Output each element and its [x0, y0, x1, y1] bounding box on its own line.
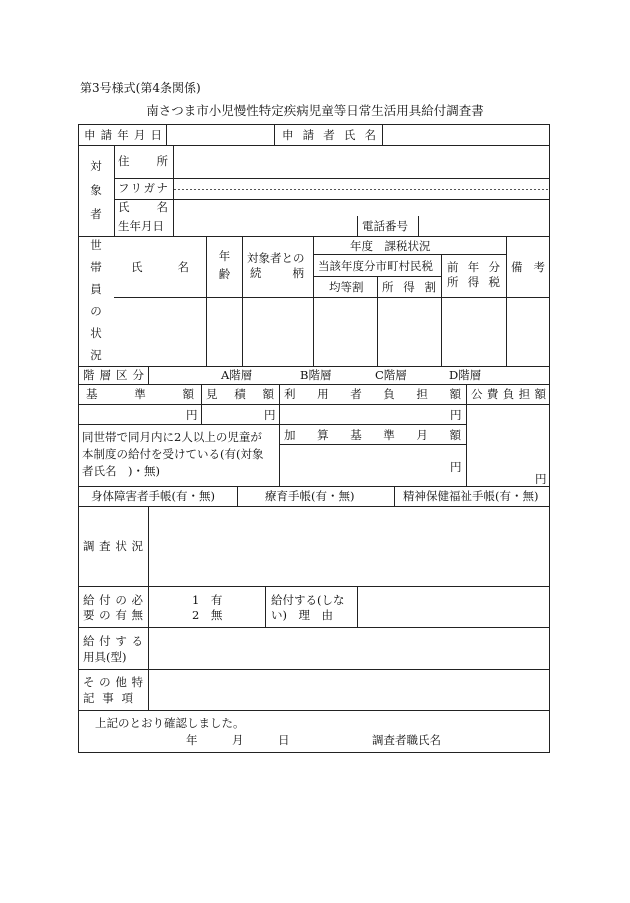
monthly-addition-yen: 円: [450, 460, 462, 474]
disability-handbook[interactable]: 身体障害者手帳(有・無): [91, 489, 215, 503]
phone-input[interactable]: [419, 217, 549, 236]
standard-amount-label: 基準額: [86, 387, 194, 401]
household-label-char-4: の: [90, 304, 102, 318]
relation-col-line1: 対象者との: [247, 251, 305, 265]
relation-col-line2: 続柄: [250, 266, 304, 280]
birthdate-input[interactable]: [174, 217, 357, 236]
monthly-addition-label: 加算基準月額: [284, 428, 461, 442]
household-label-char-2: 帯: [90, 260, 102, 274]
remarks-col: 備考: [511, 260, 545, 274]
per-capita-header: 均等割: [329, 280, 364, 294]
survey-status-input[interactable]: [149, 507, 549, 586]
subject-name-label: 氏名: [118, 200, 168, 214]
household-name-input[interactable]: [115, 298, 206, 366]
monthly-addition-input[interactable]: [280, 445, 448, 486]
equipment-label-line2: 用具(型): [83, 650, 127, 664]
public-burden-input[interactable]: [467, 405, 549, 467]
public-burden-label: 公費負担額: [471, 387, 546, 401]
subject-label-char-2: 象: [90, 183, 102, 197]
subject-group-label: [78, 158, 114, 222]
estimate-amount-yen: 円: [264, 408, 276, 422]
user-burden-label: 利用者負担額: [284, 387, 461, 401]
household-label-char-6: 況: [90, 348, 102, 362]
tier-label: 階層区分: [83, 368, 144, 382]
prev-income-tax-input[interactable]: [442, 298, 506, 366]
household-label-char-5: 状: [90, 326, 102, 340]
household-name-col: 氏名: [131, 260, 189, 274]
income-levy-header: 所得割: [382, 280, 436, 294]
subject-name-input[interactable]: [174, 190, 549, 216]
investigator-name-input[interactable]: [442, 730, 546, 748]
phone-label: 電話番号: [362, 219, 408, 233]
sibling-note-line3: 者氏名 )・無): [82, 464, 160, 478]
reason-label-line2: い) 理 由: [271, 608, 333, 622]
confirmation-month: 月: [232, 733, 244, 747]
household-label-char-1: 世: [90, 238, 102, 252]
public-burden-yen: 円: [535, 472, 547, 486]
tier-option-b[interactable]: B階層: [300, 368, 332, 382]
confirmation-statement: 上記のとおり確認しました。: [95, 716, 245, 730]
user-burden-yen: 円: [450, 408, 462, 422]
address-label: 住所: [118, 154, 168, 168]
household-relation-input[interactable]: [243, 298, 313, 366]
furigana-label: フリガナ: [118, 181, 168, 195]
reason-input[interactable]: [358, 587, 549, 627]
tier-option-d[interactable]: D階層: [449, 368, 482, 382]
household-label-char-3: 員: [90, 282, 102, 296]
tier-option-a[interactable]: A階層: [221, 368, 253, 382]
remarks-input[interactable]: [507, 298, 549, 366]
other-notes-label-line1: その他特: [83, 675, 143, 689]
survey-form-table: [78, 124, 550, 753]
municipal-tax-header: 当該年度分市町村民税: [318, 259, 433, 273]
tier-option-c[interactable]: C階層: [375, 368, 407, 382]
other-notes-label-line2: 記事項: [83, 691, 133, 705]
reason-label-line1: 給付する(しな: [271, 593, 345, 607]
standard-amount-yen: 円: [186, 408, 198, 422]
income-levy-input[interactable]: [378, 298, 441, 366]
form-number: 第3号様式(第4条関係): [80, 81, 201, 95]
applicant-name-label: 申請者氏名: [282, 128, 376, 142]
estimate-amount-input[interactable]: [202, 405, 263, 424]
equipment-input[interactable]: [149, 628, 549, 669]
confirmation-year: 年: [186, 733, 198, 747]
application-date-label: 申請年月日: [84, 128, 162, 142]
other-notes-input[interactable]: [149, 670, 549, 710]
applicant-name-input[interactable]: [383, 125, 549, 145]
age-col-char-2: 齢: [218, 267, 231, 281]
age-col-char-1: 年: [218, 249, 231, 263]
necessity-label-line1: 給付の必: [83, 593, 143, 607]
per-capita-input[interactable]: [314, 298, 377, 366]
household-age-col: [207, 248, 242, 282]
prev-income-tax-line2: 所得税: [447, 275, 500, 289]
household-group-label: [78, 237, 114, 363]
necessity-option-yes[interactable]: 1 有: [192, 593, 223, 607]
sibling-note-line1: 同世帯で同月内に2人以上の児童が: [82, 430, 262, 444]
form-title: 南さつま市小児慢性特定疾病児童等日常生活用具給付調査書: [146, 103, 484, 118]
estimate-amount-label: 見積額: [206, 387, 274, 401]
mental-health-handbook[interactable]: 精神保健福祉手帳(有・無): [403, 489, 539, 503]
survey-status-label: 調査状況: [83, 539, 143, 553]
necessity-label-line2: 要の有無: [83, 608, 143, 622]
tax-status-header: 年度 課税状況: [350, 239, 431, 253]
sibling-note-line2: 本制度の給付を受けている(有(対象: [82, 447, 264, 461]
household-age-input[interactable]: [207, 298, 242, 366]
furigana-input[interactable]: [174, 179, 549, 189]
subject-label-char-3: 者: [90, 207, 102, 221]
rehabilitation-handbook[interactable]: 療育手帳(有・無): [265, 489, 355, 503]
equipment-label-line1: 給付する: [83, 634, 143, 648]
user-burden-input[interactable]: [280, 405, 448, 424]
address-input[interactable]: [174, 146, 549, 178]
prev-income-tax-line1: 前年分: [447, 260, 500, 274]
subject-label-char-1: 対: [90, 159, 102, 173]
investigator-label: 調査者職氏名: [372, 733, 441, 747]
birthdate-label: 生年月日: [118, 219, 164, 233]
application-date-input[interactable]: [167, 125, 274, 145]
necessity-option-no[interactable]: 2 無: [192, 608, 223, 622]
standard-amount-input[interactable]: [79, 405, 185, 424]
confirmation-day: 日: [278, 733, 290, 747]
